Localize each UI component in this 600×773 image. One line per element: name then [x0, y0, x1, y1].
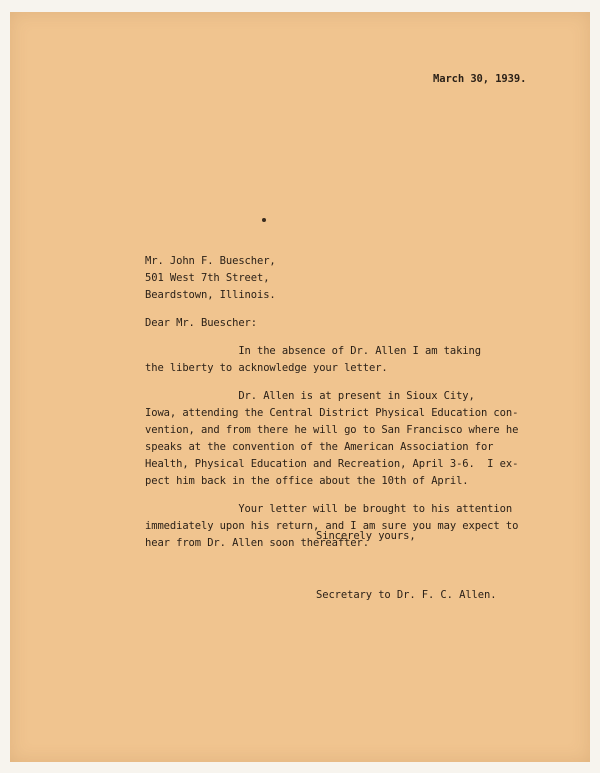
letter-page — [10, 12, 590, 762]
paragraph-3-line-2: immediately upon his return, and I am sure you may expect to — [145, 520, 519, 532]
paragraph-1-line-2: the liberty to acknowledge your letter. — [145, 362, 388, 374]
paragraph-2-line-4: speaks at the convention of the American Association for — [145, 441, 494, 453]
closing: Sincerely yours, — [316, 530, 416, 542]
signature-line: Secretary to Dr. F. C. Allen. — [316, 589, 497, 601]
paragraph-3-line-3: hear from Dr. Allen soon thereafter. — [145, 537, 369, 549]
paragraph-2-line-5: Health, Physical Education and Recreation, April 3-6. I ex- — [145, 458, 519, 470]
recipient-name: Mr. John F. Buescher, — [145, 255, 276, 267]
recipient-city: Beardstown, Illinois. — [145, 289, 276, 301]
paragraph-2-line-3: vention, and from there he will go to San Francisco where he — [145, 424, 519, 436]
paragraph-1-line-1: In the absence of Dr. Allen I am taking — [145, 345, 481, 357]
salutation: Dear Mr. Buescher: — [145, 317, 257, 329]
paragraph-2-line-6: pect him back in the office about the 10th of April. — [145, 475, 469, 487]
paragraph-2-line-2: Iowa, attending the Central District Physical Education con- — [145, 407, 519, 419]
paragraph-3-line-1: Your letter will be brought to his attention — [145, 503, 513, 515]
letter-date: March 30, 1939. — [433, 73, 527, 85]
paragraph-2-line-1: Dr. Allen is at present in Sioux City, — [145, 390, 475, 402]
paper-mark — [262, 218, 266, 222]
recipient-street: 501 West 7th Street, — [145, 272, 270, 284]
